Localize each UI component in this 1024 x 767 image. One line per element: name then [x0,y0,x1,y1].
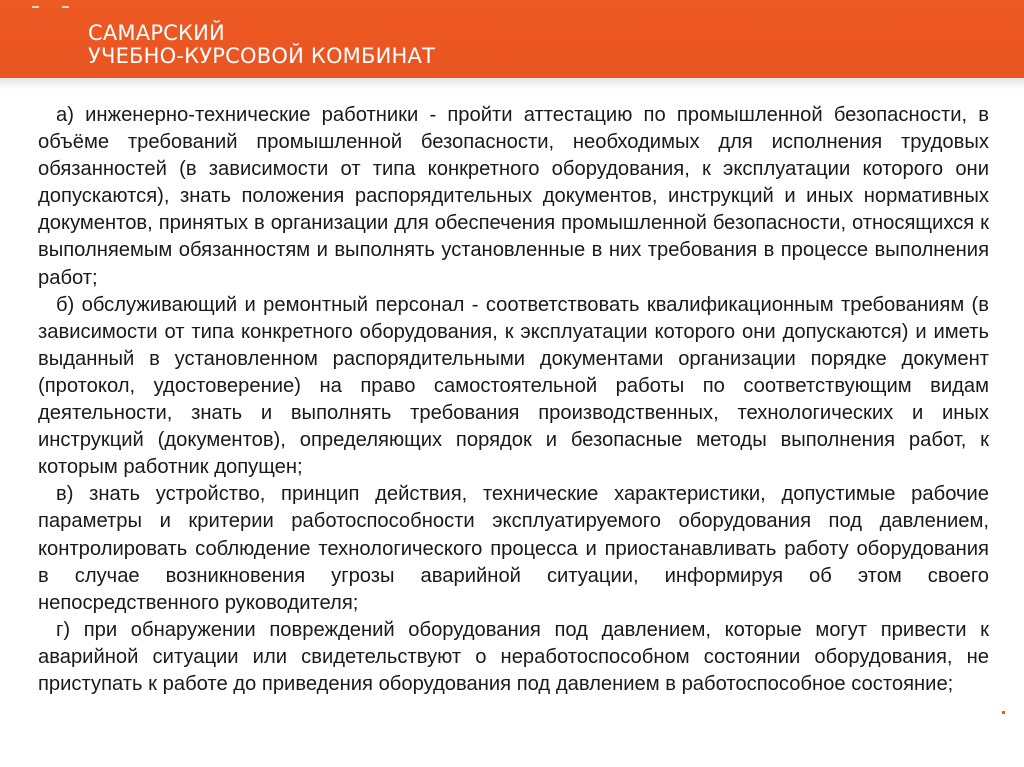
paragraph-d: г) при обнаружении повреждений оборудования под давлением, которые могут привести к аварийной ситуации или свидетельствуют о неработоспособном состоянии оборудования, не приступать к работе до приведения оборудования под давлением в работоспособное состояние; [38,618,989,695]
title-line-1: САМАРСКИЙ [88,21,225,45]
organization-title [88,22,435,68]
paragraph-b: б) обслуживающий и ремонтный персонал - соответствовать квалификационным требованиям (в зависимости от типа конкретного оборудования, к эксплуатации которого они допускаются) и иметь выданный в установленном распорядительными документами организации порядке документ (протокол, удостоверение) на право самостоятельной работы по соответствующим видам деятельности, знать и выполнять требования производственных, технологических и иных инструкций (документов), определяющих порядок и безопасные методы выполнения работ, к которым работник допущен; [38,293,989,479]
decorative-dash [32,6,39,8]
paragraph-c: в) знать устройство, принцип действия, технические характеристики, допустимые рабочие параметры и критерии работоспособности эксплуатируемого оборудования под давлением, контролировать соблюдение технологического процесса и приостанавливать работу оборудования в случае возникновения угрозы аварийной ситуации, информируя об этом своего непосредственного руководителя; [38,483,989,614]
decorative-dash [62,6,69,8]
decorative-dot [1002,711,1005,714]
header-banner [0,0,1024,78]
header-shadow [0,78,1024,90]
document-body [38,102,989,698]
title-line-2: УЧЕБНО-КУРСОВОЙ КОМБИНАТ [88,44,436,68]
paragraph-a: а) инженерно-технические работники - пройти аттестацию по промышленной безопасности, в объёме требований промышленной безопасности, необходимых для исполнения трудовых обязанностей (в зависимости от типа конкретного оборудования, к эксплуатации которого они допускаются), знать положения распорядительных документов, инструкций и иных нормативных документов, принятых в организации для обеспечения промышленной безопасности, относящихся к выполняемым обязанностям и выполнять установленные в них требования в процессе выполнения работ; [38,104,989,289]
